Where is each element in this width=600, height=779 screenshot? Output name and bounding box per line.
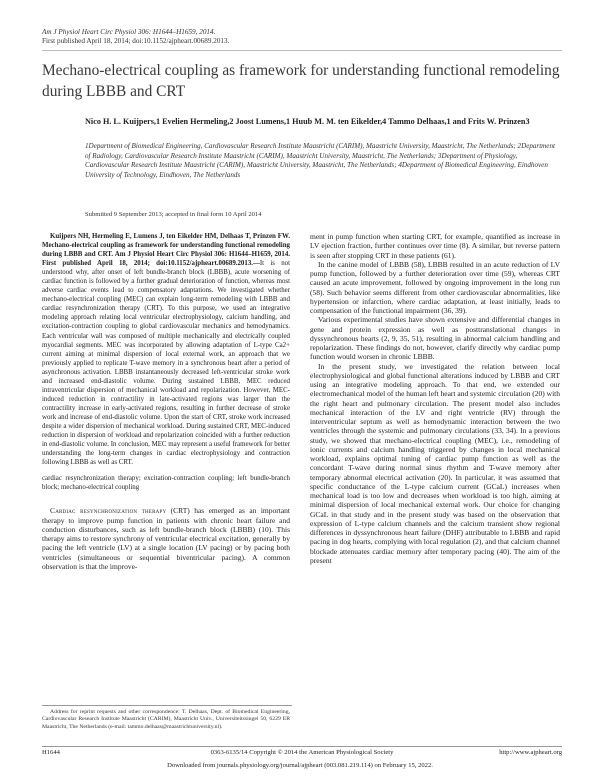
journal-citation-line: Am J Physiol Heart Circ Physiol 306: H1644–H1659, 2014. [42, 28, 216, 36]
intro-text: (CRT) has emerged as an important therapy to improve pump function in patients with chronic heart failure and conduction disturbances, such as left bundle-branch block (LBBB) (10). This therapy aims to restore synchrony of ventricular electrical excitation, generally by pacing the left ventricle (LV) at a single location (LV pacing) or by pacing both ventricles (simultaneous or sequential biventricular pacing). A common observation is that the improve- [42, 506, 290, 571]
keywords: cardiac resynchronization therapy; excitation-contraction coupling; left bundle-branch block; mechano-electrical coupling [42, 475, 290, 492]
body-paragraph-4: In the present study, we investigated the relation between local electrophysiological and global functional alterations induced by LBBB and CRT using an integrative modeling approach. To that end, we extended our electromechanical model of the human left heart and systemic circulation (20) with the right heart and pulmonary circulation. The present model also includes mechanical interaction of the LV and right ventricle (RV) through the interventricular septum as well as hemodynamic interaction between the two ventricles through the systemic and pulmonary circulations (33, 34). In a previous study, we showed that mechano-electrical coupling (MEC), i.e., remodeling of ionic currents and calcium handling triggered by changes in local mechanical workload, explains optimal tuning of cardiac pump function as well as the concordant T-wave during normal sinus rhythm and T-wave memory after temporary abnormal electrical activation (20). In particular, it was assumed that specific conductance of the L-type calcium current (GCaL) increases when mechanical load is too low and decreases when workload is too high, aiming at minimal dispersion of local mechanical external work. Our choice for changing GCaL in that study and in the present study was based on the observation that expression of L-type calcium channels and the calcium transient show regional differences in dyssynchronous heart failure (DHF) attributable to LBBB and rapid pacing in dog hearts, complying with local regulation (2), and that calcium channel blockade attenuates cardiac memory after temporary pacing (40). The aim of the present [310, 361, 560, 565]
author-affiliations: 1Department of Biomedical Engineering, Cardiovascular Research Institute Maastricht (CARIM), Maastricht University, Maastricht, The Netherlands; 2Department of Radiology, Cardiovascular Research Institute Maastricht (CARIM), Maastricht University, Maastricht, The Netherlands; 3Department of Physiology, Cardiovascular Research Institute Maastricht (CARIM), Maastricht University, Maastricht, The Netherlands; 4Department of Biomedical Engineering, Eindhoven University of Technology, Eindhoven, The Netherlands [85, 142, 555, 179]
footnote-divider [42, 705, 292, 706]
correspondence-footnote: Address for reprint requests and other correspondence: T. Delhaas, Dept. of Biomedical Engineering, Cardiovascular Research Institute Maastricht (CARIM), Maastricht Univ., Universiteitssingel 50, 6229 ER Maastricht, The Netherlands (e-mail: tammo.delhaas@maastrichtuniversity.nl). [42, 709, 290, 730]
journal-url-link[interactable]: http://www.ajpheart.org [499, 749, 562, 756]
submission-dates: Submitted 9 September 2013; accepted in final form 10 April 2014 [85, 211, 262, 218]
body-paragraph-1: ment in pump function when starting CRT, for example, quantified as increase in LV ejection fraction, further continues over time (8). A similar, but reverse pattern is seen after stopping CRT in these patients (61). [310, 232, 560, 260]
page-number: H1644 [42, 749, 60, 756]
published-doi-line: First published April 18, 2014; doi:10.1152/ajpheart.00689.2013. [42, 37, 230, 45]
footer-divider [42, 746, 562, 747]
download-notice: Downloaded from journals.physiology.org/journal/ajpheart (003.081.219.114) on February 15, 2022. [167, 762, 433, 769]
abstract [42, 232, 290, 467]
intro-lead: Cardiac resynchronization therapy [50, 506, 167, 516]
right-column [310, 232, 560, 565]
abstract-citation: Kuijpers NH, Hermeling E, Lumens J, ten Eikelder HM, Delhaas T, Prinzen FW. Mechano-electrical coupling as framework for understanding functional remodeling during LBBB and CRT. Am J Physiol Heart Circ Physiol 306: H1644–H1659, 2014. First published April 18, 2014; doi:10.1152/ajpheart.00689.2013.— [42, 233, 290, 268]
header-divider [42, 50, 562, 51]
intro-paragraph [42, 506, 290, 571]
left-column [42, 232, 290, 571]
body-paragraph-2: In the canine model of LBBB (58), LBBB resulted in an acute reduction of LV pump function, followed by a further deterioration over time (59), whereas CRT caused an acute improvement, followed by ongoing improvement in the long run (58). Such behavior seems different from other cardiovascular abnormalities, like hypertension or infarction, where cardiac adaptation, at least initially, leads to compensation of the functional impairment (36, 39). [310, 259, 560, 315]
footer-copyright: 0363-6135/14 Copyright © 2014 the American Physiological Society [210, 749, 394, 756]
author-list: Nico H. L. Kuijpers,1 Evelien Hermeling,2 Joost Lumens,1 Huub M. M. ten Eikelder,4 Tammo Delhaas,1 and Frits W. Prinzen3 [85, 117, 530, 126]
body-paragraph-3: Various experimental studies have shown extensive and differential changes in gene and protein expression as well as posttranslational changes in dyssynchronous hearts (2, 9, 35, 51), resulting in abnormal calcium handling and repolarization. These findings do not, however, clarify directly why cardiac pump function would worsen in chronic LBBB. [310, 315, 560, 362]
article-title: Mechano-electrical coupling as framework for understanding functional remodeling during LBBB and CRT [42, 62, 560, 100]
abstract-text: It is not understood why, after onset of left bundle-branch block (LBBB), acute worsening of cardiac function is followed by a further gradual deterioration of function, whereas most adverse cardiac events lead to compensatory adaptations. We investigated whether mechano-electrical coupling (MEC) can explain long-term remodeling with LBBB and cardiac resynchronization therapy (CRT). To this purpose, we used an integrative modeling approach relating local ventricular electrophysiology, calcium handling, and excitation-contraction coupling to global cardiovascular mechanics and hemodynamics. Each ventricular wall was composed of multiple mechanically and electrically coupled myocardial segments. MEC was incorporated by allowing adaptation of L-type Ca2+ current aiming at minimal dispersion of local external work, an approach that we previously applied to replicate T-wave memory in a synchronous heart after a period of asynchronous activation. LBBB instantaneously decreased left-ventricular stroke work and increased end-diastolic volume. During sustained LBBB, MEC reduced intraventricular dispersion of mechanical workload and repolarization. However, MEC-induced reduction in contractility in late-activated regions was larger than the contractility increase in early-activated regions, resulting in further decrease of stroke work and increase of end-diastolic volume. Upon the start of CRT, stroke work increased despite a wider dispersion of mechanical workload. During sustained CRT, MEC-induced reduction in dispersion of workload and repolarization coincided with a further reduction in end-diastolic volume. In conclusion, MEC may represent a useful framework for better understanding the long-term changes in cardiac electrophysiology and contraction following LBBB as well as CRT. [42, 260, 290, 467]
